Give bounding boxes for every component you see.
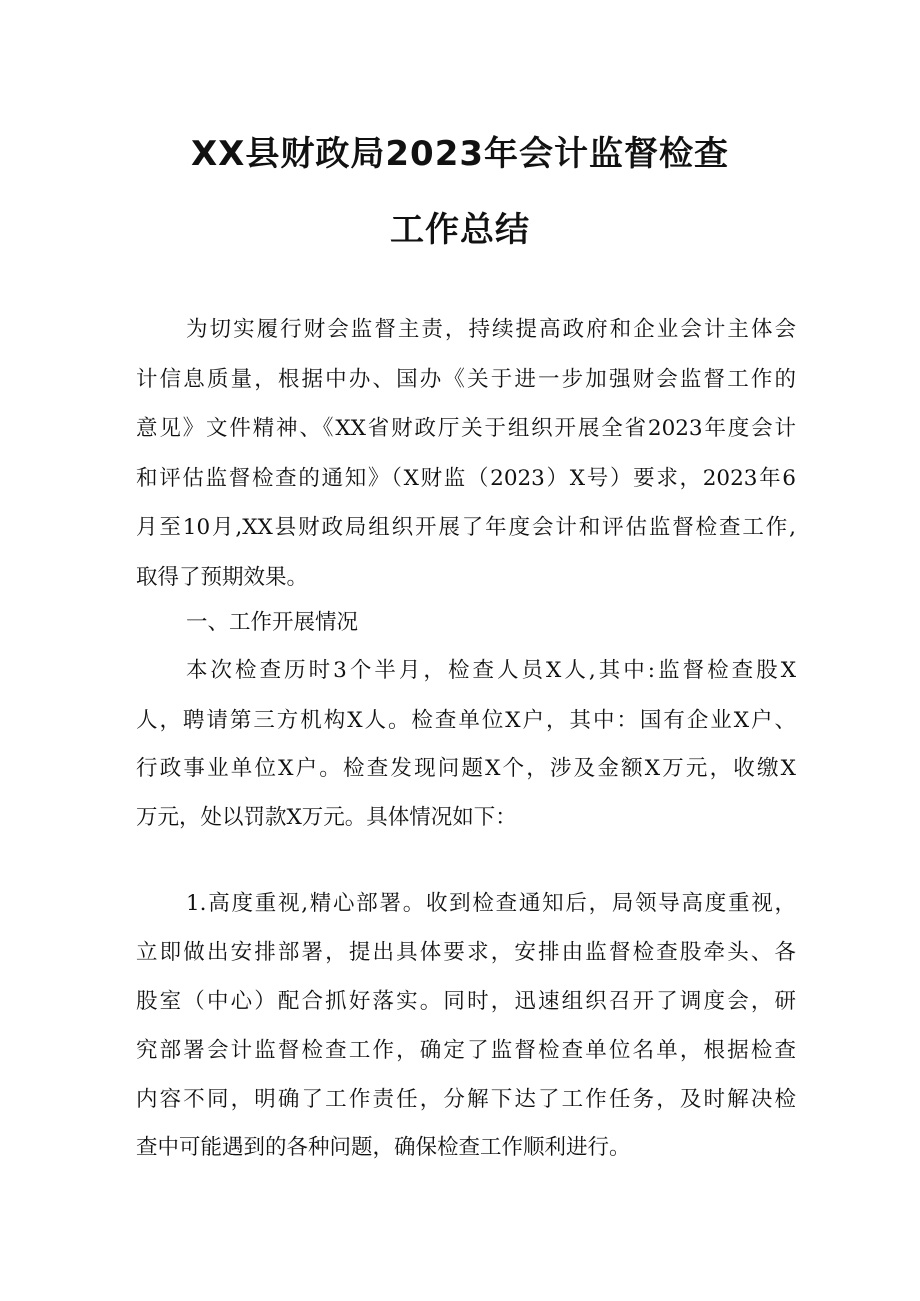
section-paragraph-line: 行政事业单位X户。检查发现问题X个，涉及金额X万元，收缴X bbox=[136, 756, 796, 781]
document-title-line-2: 工作总结 bbox=[390, 210, 530, 250]
item-paragraph-line: 内容不同，明确了工作责任，分解下达了工作任务，及时解决检 bbox=[136, 1087, 796, 1112]
intro-paragraph-line: 计信息质量，根据中办、国办《关于进一步加强财会监督工作的 bbox=[136, 367, 796, 392]
section-paragraph-line: 万元，处以罚款X万元。具体情况如下： bbox=[136, 805, 517, 830]
intro-paragraph-line: 意见》文件精神、《XX省财政厅关于组织开展全省2023年度会计 bbox=[136, 416, 796, 441]
intro-paragraph-line: 月至10月,XX县财政局组织开展了年度会计和评估监督检查工作, bbox=[136, 515, 796, 540]
item-paragraph-line: 1.高度重视,精心部署。收到检查通知后，局领导高度重视， bbox=[186, 891, 796, 916]
intro-paragraph-line: 为切实履行财会监督主责，持续提高政府和企业会计主体会 bbox=[186, 317, 796, 342]
document-title-line-1: XX县财政局2023年会计监督检查 bbox=[190, 134, 730, 174]
intro-paragraph-line: 取得了预期效果。 bbox=[136, 565, 309, 590]
item-paragraph-line: 究部署会计监督检查工作，确定了监督检查单位名单，根据检查 bbox=[136, 1038, 796, 1063]
intro-paragraph-line: 和评估监督检查的通知》（X财监（2023）X号）要求，2023年6 bbox=[136, 466, 796, 491]
item-paragraph-line: 立即做出安排部署，提出具体要求，安排由监督检查股牵头、各 bbox=[136, 940, 796, 965]
section-paragraph-line: 本次检查历时3个半月，检查人员X人,其中:监督检查股X bbox=[186, 658, 796, 683]
section-heading: 一、工作开展情况 bbox=[186, 610, 359, 635]
section-paragraph-line: 人，聘请第三方机构X人。检查单位X户，其中：国有企业X户、 bbox=[136, 708, 796, 733]
item-paragraph-line: 查中可能遇到的各种问题，确保检查工作顺利进行。 bbox=[136, 1135, 631, 1160]
item-paragraph-line: 股室（中心）配合抓好落实。同时，迅速组织召开了调度会，研 bbox=[136, 989, 796, 1014]
